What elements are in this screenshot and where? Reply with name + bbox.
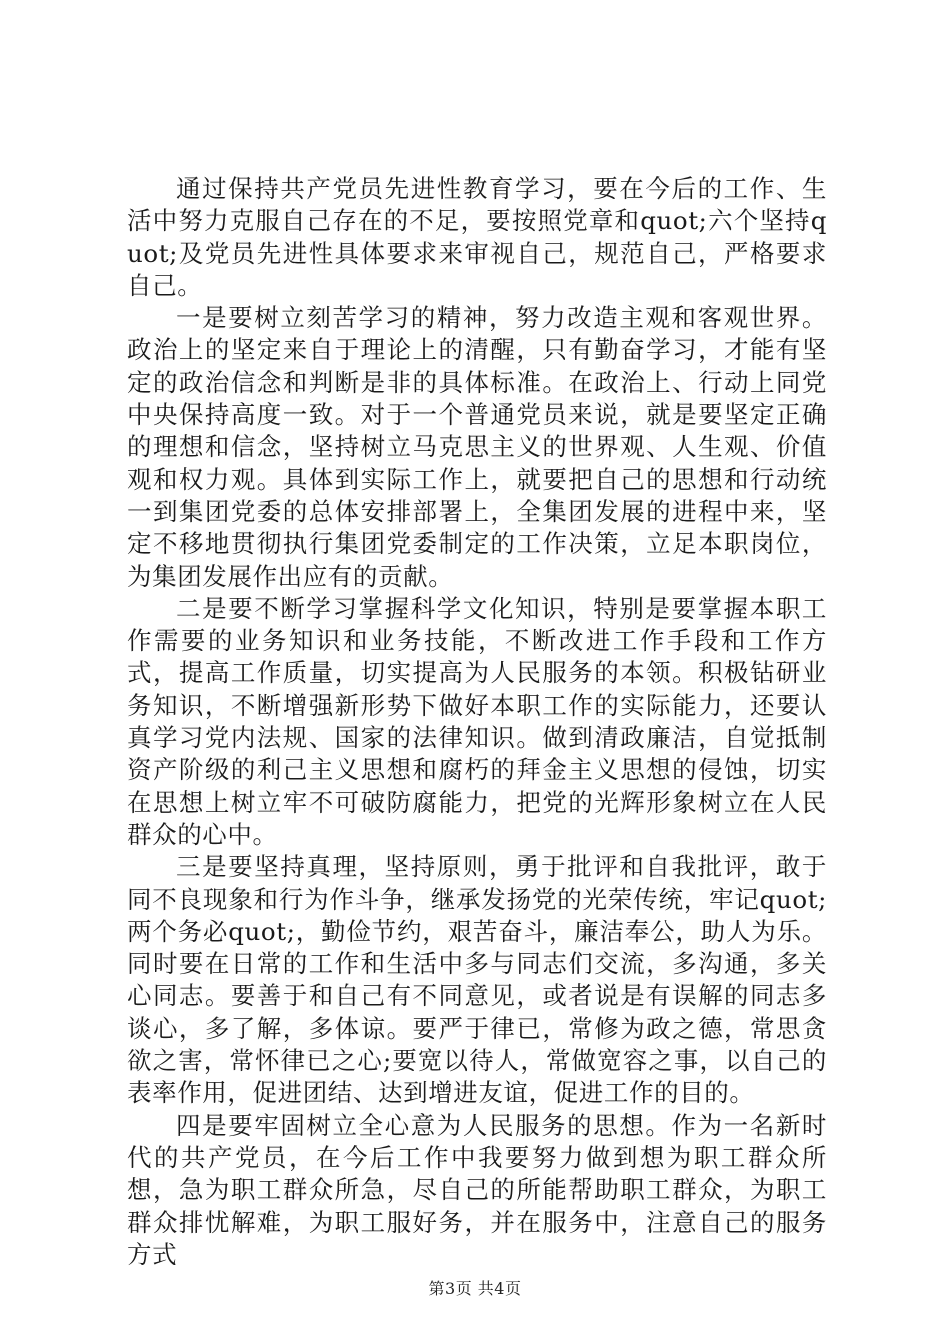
paragraph-point-four: 四是要牢固树立全心意为人民服务的思想。作为一名新时代的共产党员，在今后工作中我要努力做到想为职工群众所想，急为职工群众所急，尽自己的所能帮助职工群众，为职工群众排忧解难，为职工服好务，并在服务中，注意自己的服务方式 <box>127 1110 827 1269</box>
paragraph-point-three: 三是要坚持真理，坚持原则，勇于批评和自我批评，敢于同不良现象和行为作斗争，继承发扬党的光荣传统，牢记quot;两个务必quot;，勤俭节约，艰苦奋斗，廉洁奉公，助人为乐。同时要在日常的工作和生活中多与同志们交流，多沟通，多关心同志。要善于和自己有不同意见，或者说是有误解的同志多谈心，多了解，多体谅。要严于律已，常修为政之德，常思贪欲之害，常怀律已之心;要宽以待人，常做宽容之事，以自己的表率作用，促进团结、达到增进友谊，促进工作的目的。 <box>127 852 827 1108</box>
paragraph-point-one: 一是要树立刻苦学习的精神，努力改造主观和客观世界。政治上的坚定来自于理论上的清醒，只有勤奋学习，才能有坚定的政治信念和判断是非的具体标准。在政治上、行动上同党中央保持高度一致。对于一个普通党员来说，就是要坚定正确的理想和信念，坚持树立马克思主义的世界观、人生观、价值观和权力观。具体到实际工作上，就要把自己的思想和行动统一到集团党委的总体安排部署上，全集团发展的进程中来，坚定不移地贯彻执行集团党委制定的工作决策，立足本职岗位，为集团发展作出应有的贡献。 <box>127 303 827 591</box>
document-body <box>127 173 827 1271</box>
page-number-footer: 第3页 共4页 <box>428 1279 522 1298</box>
paragraph-point-two: 二是要不断学习掌握科学文化知识，特别是要掌握本职工作需要的业务知识和业务技能，不断改进工作手段和工作方式，提高工作质量，切实提高为人民服务的本领。积极钻研业务知识，不断增强新形势下做好本职工作的实际能力，还要认真学习党内法规、国家的法律知识。做到清政廉洁，自觉抵制资产阶级的利己主义思想和腐朽的拜金主义思想的侵蚀，切实在思想上树立牢不可破防腐能力，把党的光辉形象树立在人民群众的心中。 <box>127 593 827 849</box>
paragraph-intro: 通过保持共产党员先进性教育学习，要在今后的工作、生活中努力克服自己存在的不足，要按照党章和quot;六个坚持quot;及党员先进性具体要求来审视自己，规范自己，严格要求自己。 <box>127 174 827 300</box>
